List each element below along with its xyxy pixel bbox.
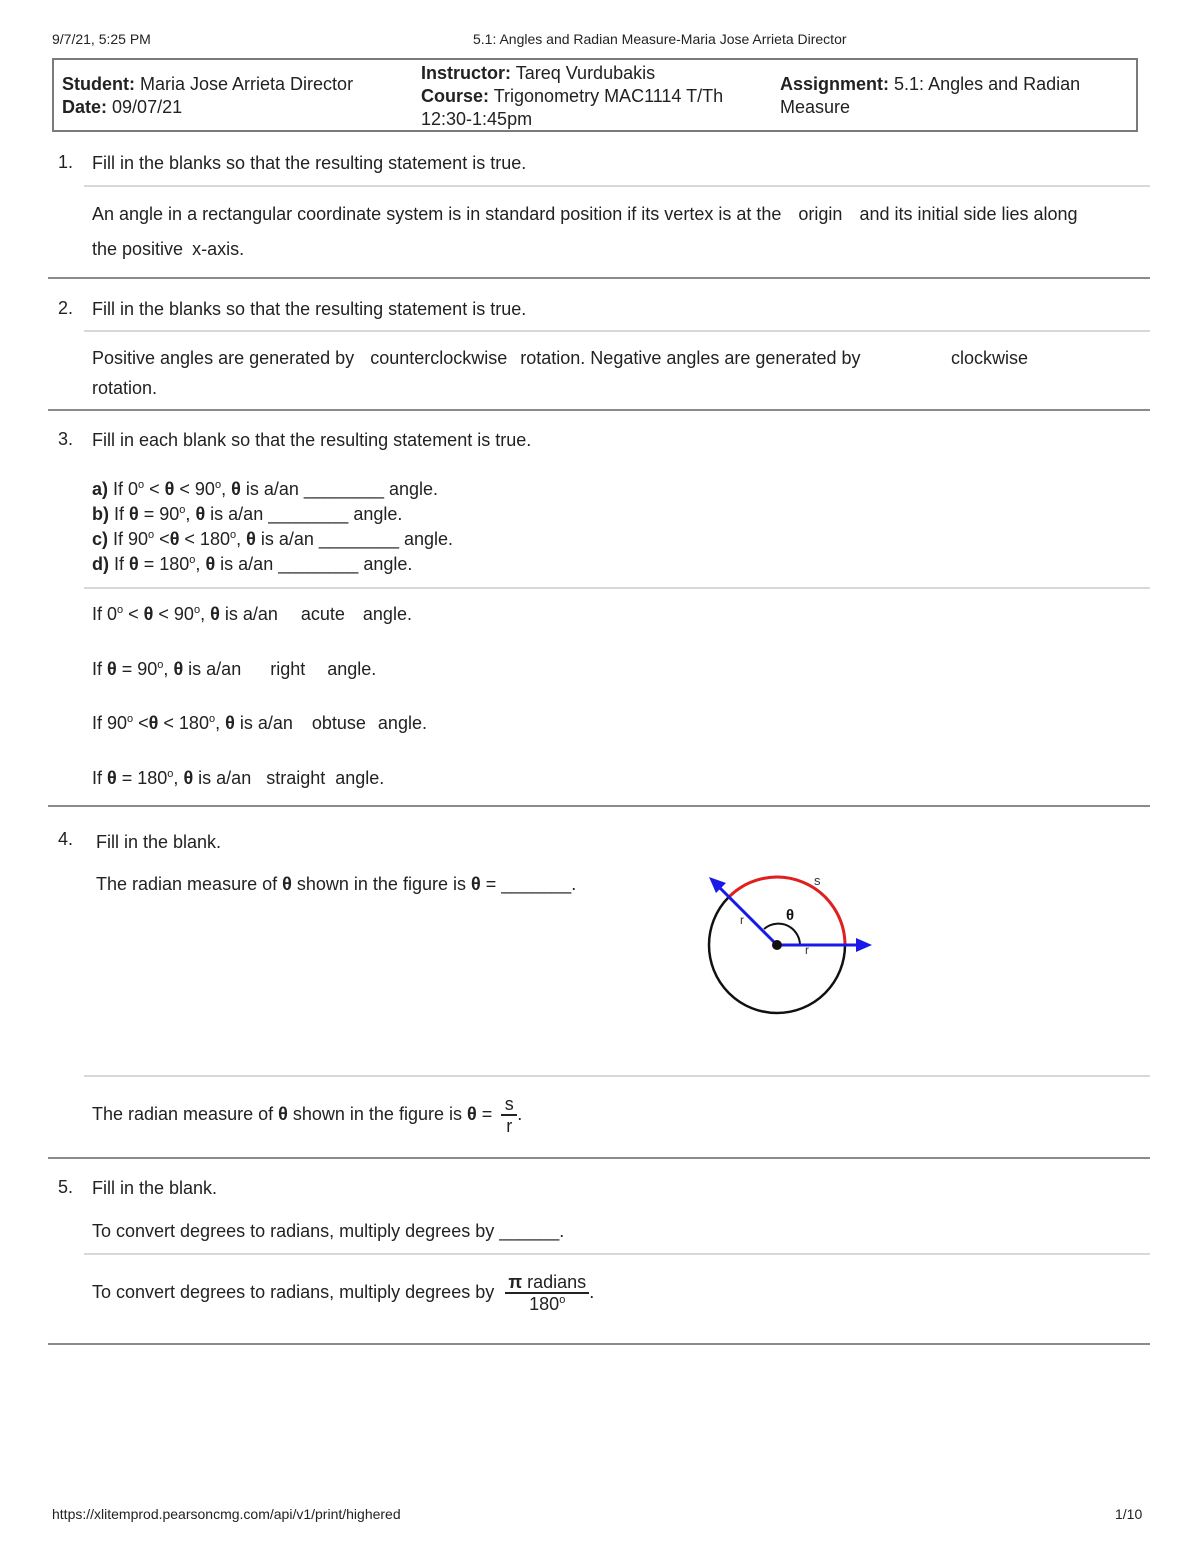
question-text: shown in the figure is [296,874,466,894]
answer-text: An angle in a rectangular coordinate system is in standard position if its vertex is at the [92,204,782,224]
answer-text: and its initial side lies along [859,204,1078,224]
angle-word: angle. [362,604,412,624]
answer-d-line: If $\theta = 180^o$, θ is a/an straight angle. [92,768,385,788]
answer-c-line: If $90^o <\theta < 180^o$, θ is a/an obtuse angle. [92,713,427,733]
angle-figure [700,866,880,1021]
question-3-parts [92,477,453,577]
course-info [421,62,723,131]
pi-symbol: π [508,1272,523,1292]
assignment-info [780,73,1080,119]
fraction-s-over-r [501,1094,517,1136]
angle-word: angle. [327,659,377,679]
question-divider [48,805,1150,807]
question-1-answer-line1 [92,203,1078,225]
fraction-denominator: 180$^o$ [529,1294,566,1314]
radians-word: radians [527,1272,587,1292]
print-datetime: 9/7/21, 5:25 PM [52,31,151,47]
question-number-4: 4. [58,829,74,849]
question-1-answer-line2 [92,238,244,260]
course-label: Course: [421,86,490,106]
student-info [62,73,353,119]
vertex-dot [772,940,782,950]
label-r-initial: r [805,943,809,957]
divider [84,1075,1150,1077]
question-divider [48,1157,1150,1159]
question-5-answer [92,1272,594,1314]
part-label: b) [92,504,109,524]
question-5-prompt: Fill in the blank. [92,1178,218,1198]
question-4-answer: The radian measure of θ shown in the figure is θ = $\frac{s}{r}$ . [92,1094,523,1136]
angle-word: angle. [353,504,403,524]
blank: ________ [278,554,359,574]
question-2-prompt: Fill in the blanks so that the resulting statement is true. [92,299,527,319]
blank: ________ [303,479,384,499]
answer-blank-origin: origin [798,204,843,224]
divider [84,1253,1150,1255]
student-name: Maria Jose Arrieta Director [140,74,354,94]
divider [84,185,1150,187]
assignment-label: Assignment: [780,74,890,94]
label-theta: θ [786,907,795,924]
instructor-name: Tareq Vurdubakis [515,63,656,83]
blank: ________ [268,504,349,524]
date-value: 09/07/21 [112,97,183,117]
question-4-text: The radian measure of θ shown in the figure is θ = _______. [96,874,577,894]
fraction-numerator [505,1272,589,1292]
angle-word: angle. [404,529,454,549]
answer-right: right [270,659,306,679]
label-s: s [814,873,821,888]
ray-terminal [717,885,777,945]
angle-word: angle. [363,554,413,574]
instructor-label: Instructor: [421,63,511,83]
answer-period: . [589,1281,595,1302]
part-d: d) If $\theta = 180^o$, θ is a/an ________ angle. [92,554,413,574]
part-c: c) If $90^o <\theta < 180^o$, θ is a/an ________ angle. [92,529,454,549]
student-label: Student: [62,74,135,94]
part-label: c) [92,529,109,549]
part-label: a) [92,479,109,499]
course-time: 12:30-1:45pm [421,109,533,129]
angle-word: angle. [388,479,439,499]
divider [84,330,1150,332]
fraction-numerator: s [504,1094,514,1114]
answer-b-line: If $\theta = 90^o$, θ is a/an right angle. [92,659,377,679]
question-divider [48,409,1150,411]
question-number-2: 2. [58,298,74,318]
denominator-value: 180 [529,1294,560,1314]
fraction-denominator: r [506,1116,513,1136]
answer-text: The radian measure of [92,1103,274,1124]
part-b: b) If $\theta = 90^o$, θ is a/an ________ angle. [92,504,403,524]
part-label: d) [92,554,109,574]
theta-arc [790,927,800,945]
question-number-1: 1. [58,152,74,172]
question-2-answer-line1 [92,347,861,369]
answer-text: shown in the figure is [292,1103,462,1124]
answer-obtuse: obtuse [311,713,366,733]
answer-period: . [239,239,245,259]
assignment-name: 5.1: Angles and Radian [894,74,1081,94]
question-5-text: To convert degrees to radians, multiply degrees by ______. [92,1221,565,1241]
print-title: 5.1: Angles and Radian Measure-Maria Jose Arrieta Director [473,31,847,47]
answer-text: To convert degrees to radians, multiply degrees by [92,1281,495,1302]
course-name: Trigonometry MAC1114 T/Th [493,86,724,106]
page-number: 1/10 [1115,1506,1143,1522]
assignment-info-box [52,58,1138,132]
answer-text: the positive [92,239,184,259]
question-number-5: 5. [58,1177,74,1197]
question-3-prompt: Fill in each blank so that the resulting statement is true. [92,430,532,450]
answer-straight: straight [266,768,326,788]
angle-word: angle. [335,768,385,788]
answer-blank-clockwise: clockwise [951,348,1029,368]
question-4-prompt: Fill in the blank. [96,832,222,852]
question-divider [48,277,1150,279]
theta-arc-part [764,924,790,929]
part-a: a) If $0^o < \theta < 90^o$, θ is a/an ________ angle. [92,479,439,499]
answer-text: rotation. Negative angles are generated by [520,348,861,368]
question-divider [48,1343,1150,1345]
question-1-prompt: Fill in the blanks so that the resulting statement is true. [92,153,527,173]
question-2-answer-line2: rotation. [92,378,158,398]
answer-a-line: If $0^o < \theta < 90^o$, θ is a/an acute angle. [92,604,412,624]
arrowhead-initial-icon [856,938,872,952]
blank: _______. [501,874,577,894]
fraction-pi-over-180 [505,1272,589,1314]
blank: ________ [318,529,399,549]
angle-word: angle. [377,713,427,733]
divider [84,587,1150,589]
date-label: Date: [62,97,108,117]
answer-acute: acute [300,604,345,624]
question-number-3: 3. [58,429,74,449]
question-text: The radian measure of [96,874,278,894]
label-r-terminal: r [740,913,744,927]
answer-text: Positive angles are generated by [92,348,355,368]
answer-blank-x-axis: x-axis [192,239,240,259]
assignment-name-cont: Measure [780,97,851,117]
footer-url: https://xlitemprod.pearsoncmg.com/api/v1/print/highered [52,1506,401,1522]
answer-blank-counterclockwise: counterclockwise [370,348,508,368]
